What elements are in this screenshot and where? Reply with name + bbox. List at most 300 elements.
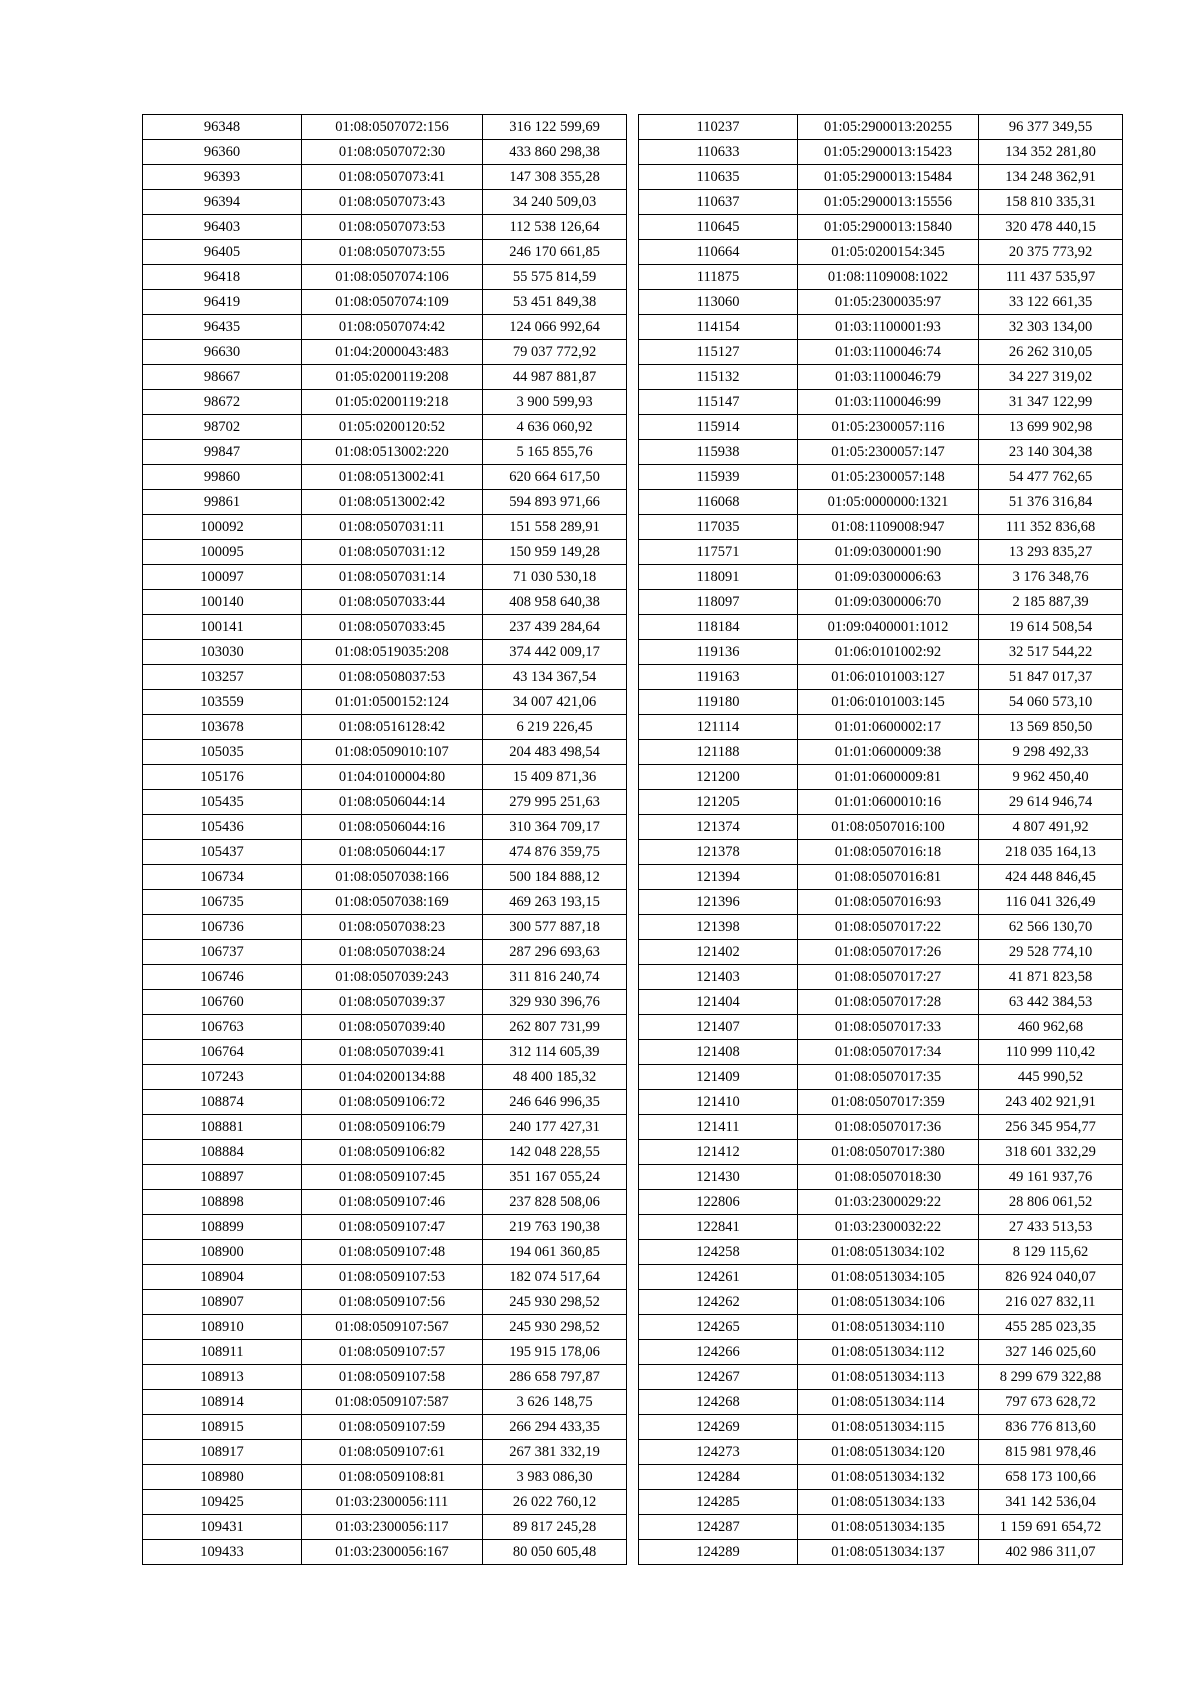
- table-row: [639, 1265, 1123, 1290]
- row-number-cell: 115914: [639, 415, 798, 440]
- row-number-cell: 100097: [143, 565, 302, 590]
- cadastral-number-cell: 01:03:1100001:93: [798, 315, 979, 340]
- table-row: [639, 290, 1123, 315]
- row-number-cell: 110664: [639, 240, 798, 265]
- value-cell: 13 293 835,27: [979, 540, 1123, 565]
- value-cell: 658 173 100,66: [979, 1465, 1123, 1490]
- cadastral-number-cell: 01:08:0507039:37: [302, 990, 483, 1015]
- value-cell: 279 995 251,63: [483, 790, 627, 815]
- cadastral-number-cell: 01:08:0507074:106: [302, 265, 483, 290]
- table-row: [143, 865, 627, 890]
- row-number-cell: 108917: [143, 1440, 302, 1465]
- cadastral-number-cell: 01:03:1100046:79: [798, 365, 979, 390]
- row-number-cell: 121205: [639, 790, 798, 815]
- value-cell: 300 577 887,18: [483, 915, 627, 940]
- cadastral-number-cell: 01:08:0509107:57: [302, 1340, 483, 1365]
- cadastral-number-cell: 01:08:0509107:56: [302, 1290, 483, 1315]
- row-number-cell: 106734: [143, 865, 302, 890]
- cadastral-number-cell: 01:05:2300057:116: [798, 415, 979, 440]
- row-number-cell: 113060: [639, 290, 798, 315]
- value-cell: 311 816 240,74: [483, 965, 627, 990]
- cadastral-number-cell: 01:05:2300057:147: [798, 440, 979, 465]
- cadastral-number-cell: 01:04:0100004:80: [302, 765, 483, 790]
- value-cell: 445 990,52: [979, 1065, 1123, 1090]
- row-number-cell: 106764: [143, 1040, 302, 1065]
- cadastral-number-cell: 01:08:0509106:72: [302, 1090, 483, 1115]
- value-cell: 134 352 281,80: [979, 140, 1123, 165]
- cadastral-number-cell: 01:08:0509106:82: [302, 1140, 483, 1165]
- table-row: [639, 1140, 1123, 1165]
- value-cell: 243 402 921,91: [979, 1090, 1123, 1115]
- cadastral-number-cell: 01:08:0507016:18: [798, 840, 979, 865]
- value-cell: 80 050 605,48: [483, 1540, 627, 1565]
- cadastral-number-cell: 01:08:0507017:36: [798, 1115, 979, 1140]
- value-cell: 262 807 731,99: [483, 1015, 627, 1040]
- value-cell: 219 763 190,38: [483, 1215, 627, 1240]
- table-row: [143, 1240, 627, 1265]
- cadastral-number-cell: 01:08:0509107:587: [302, 1390, 483, 1415]
- row-number-cell: 118097: [639, 590, 798, 615]
- row-number-cell: 106763: [143, 1015, 302, 1040]
- value-cell: 55 575 814,59: [483, 265, 627, 290]
- value-cell: 63 442 384,53: [979, 990, 1123, 1015]
- row-number-cell: 108913: [143, 1365, 302, 1390]
- table-row: [143, 390, 627, 415]
- value-cell: 316 122 599,69: [483, 115, 627, 140]
- value-cell: 500 184 888,12: [483, 865, 627, 890]
- table-row: [143, 765, 627, 790]
- table-row: [639, 740, 1123, 765]
- row-number-cell: 115127: [639, 340, 798, 365]
- table-row: [143, 515, 627, 540]
- value-cell: 142 048 228,55: [483, 1140, 627, 1165]
- table-row: [639, 840, 1123, 865]
- row-number-cell: 105436: [143, 815, 302, 840]
- cadastral-number-cell: 01:01:0500152:124: [302, 690, 483, 715]
- row-number-cell: 96418: [143, 265, 302, 290]
- cadastral-number-cell: 01:04:2000043:483: [302, 340, 483, 365]
- cadastral-number-cell: 01:08:0507017:26: [798, 940, 979, 965]
- row-number-cell: 99847: [143, 440, 302, 465]
- value-cell: 5 165 855,76: [483, 440, 627, 465]
- value-cell: 71 030 530,18: [483, 565, 627, 590]
- table-row: [639, 515, 1123, 540]
- table-row: [143, 115, 627, 140]
- cadastral-number-cell: 01:08:0513002:220: [302, 440, 483, 465]
- value-cell: 408 958 640,38: [483, 590, 627, 615]
- cadastral-number-cell: 01:09:0400001:1012: [798, 615, 979, 640]
- row-number-cell: 108884: [143, 1140, 302, 1165]
- cadastral-number-cell: 01:09:0300006:70: [798, 590, 979, 615]
- cadastral-number-cell: 01:08:0513034:112: [798, 1340, 979, 1365]
- cadastral-number-cell: 01:08:0507072:156: [302, 115, 483, 140]
- cadastral-number-cell: 01:08:0507017:34: [798, 1040, 979, 1065]
- table-row: [143, 140, 627, 165]
- cadastral-number-cell: 01:08:0509107:46: [302, 1190, 483, 1215]
- row-number-cell: 105176: [143, 765, 302, 790]
- value-cell: 51 847 017,37: [979, 665, 1123, 690]
- table-row: [143, 1365, 627, 1390]
- row-number-cell: 114154: [639, 315, 798, 340]
- row-number-cell: 117035: [639, 515, 798, 540]
- value-cell: 3 176 348,76: [979, 565, 1123, 590]
- value-cell: 424 448 846,45: [979, 865, 1123, 890]
- cadastral-number-cell: 01:08:0507038:23: [302, 915, 483, 940]
- value-cell: 320 478 440,15: [979, 215, 1123, 240]
- row-number-cell: 110645: [639, 215, 798, 240]
- cadastral-number-cell: 01:08:0507073:41: [302, 165, 483, 190]
- table-row: [143, 1340, 627, 1365]
- row-number-cell: 105437: [143, 840, 302, 865]
- value-cell: 266 294 433,35: [483, 1415, 627, 1440]
- value-cell: 194 061 360,85: [483, 1240, 627, 1265]
- value-cell: 267 381 332,19: [483, 1440, 627, 1465]
- value-cell: 13 699 902,98: [979, 415, 1123, 440]
- cadastral-number-cell: 01:08:0509108:81: [302, 1465, 483, 1490]
- row-number-cell: 124284: [639, 1465, 798, 1490]
- cadastral-number-cell: 01:04:0200134:88: [302, 1065, 483, 1090]
- cadastral-number-cell: 01:08:0513034:132: [798, 1465, 979, 1490]
- cadastral-number-cell: 01:08:0507073:55: [302, 240, 483, 265]
- row-number-cell: 108898: [143, 1190, 302, 1215]
- value-cell: 23 140 304,38: [979, 440, 1123, 465]
- table-row: [143, 665, 627, 690]
- row-number-cell: 121114: [639, 715, 798, 740]
- table-row: [143, 1065, 627, 1090]
- row-number-cell: 121396: [639, 890, 798, 915]
- cadastral-number-cell: 01:08:0507017:27: [798, 965, 979, 990]
- table-row: [639, 640, 1123, 665]
- cadastral-number-cell: 01:08:0507016:93: [798, 890, 979, 915]
- right-data-table: [638, 114, 1123, 1565]
- cadastral-number-cell: 01:08:0509107:48: [302, 1240, 483, 1265]
- row-number-cell: 108910: [143, 1315, 302, 1340]
- table-row: [639, 765, 1123, 790]
- table-row: [143, 1290, 627, 1315]
- value-cell: 44 987 881,87: [483, 365, 627, 390]
- table-row: [639, 1015, 1123, 1040]
- row-number-cell: 96403: [143, 215, 302, 240]
- row-number-cell: 119136: [639, 640, 798, 665]
- table-row: [639, 940, 1123, 965]
- cadastral-number-cell: 01:08:0507072:30: [302, 140, 483, 165]
- row-number-cell: 121407: [639, 1015, 798, 1040]
- row-number-cell: 121430: [639, 1165, 798, 1190]
- table-row: [639, 365, 1123, 390]
- row-number-cell: 122806: [639, 1190, 798, 1215]
- value-cell: 256 345 954,77: [979, 1115, 1123, 1140]
- table-row: [143, 990, 627, 1015]
- table-row: [639, 490, 1123, 515]
- table-row: [143, 415, 627, 440]
- value-cell: 51 376 316,84: [979, 490, 1123, 515]
- cadastral-number-cell: 01:08:0507038:166: [302, 865, 483, 890]
- table-row: [143, 1490, 627, 1515]
- value-cell: 53 451 849,38: [483, 290, 627, 315]
- cadastral-number-cell: 01:08:0509107:45: [302, 1165, 483, 1190]
- row-number-cell: 121412: [639, 1140, 798, 1165]
- value-cell: 374 442 009,17: [483, 640, 627, 665]
- cadastral-number-cell: 01:01:0600010:16: [798, 790, 979, 815]
- value-cell: 89 817 245,28: [483, 1515, 627, 1540]
- value-cell: 195 915 178,06: [483, 1340, 627, 1365]
- cadastral-number-cell: 01:08:0509010:107: [302, 740, 483, 765]
- cadastral-number-cell: 01:08:0507031:14: [302, 565, 483, 590]
- table-row: [639, 1515, 1123, 1540]
- value-cell: 797 673 628,72: [979, 1390, 1123, 1415]
- value-cell: 8 299 679 322,88: [979, 1365, 1123, 1390]
- row-number-cell: 124287: [639, 1515, 798, 1540]
- row-number-cell: 115939: [639, 465, 798, 490]
- cadastral-number-cell: 01:03:2300029:22: [798, 1190, 979, 1215]
- cadastral-number-cell: 01:08:0513034:113: [798, 1365, 979, 1390]
- row-number-cell: 103559: [143, 690, 302, 715]
- value-cell: 204 483 498,54: [483, 740, 627, 765]
- value-cell: 310 364 709,17: [483, 815, 627, 840]
- table-row: [639, 965, 1123, 990]
- cadastral-number-cell: 01:08:0513034:106: [798, 1290, 979, 1315]
- row-number-cell: 121394: [639, 865, 798, 890]
- cadastral-number-cell: 01:03:2300056:111: [302, 1490, 483, 1515]
- value-cell: 41 871 823,58: [979, 965, 1123, 990]
- cadastral-number-cell: 01:08:0513034:120: [798, 1440, 979, 1465]
- cadastral-number-cell: 01:08:0507033:45: [302, 615, 483, 640]
- row-number-cell: 121410: [639, 1090, 798, 1115]
- table-row: [143, 690, 627, 715]
- table-row: [143, 790, 627, 815]
- table-row: [639, 440, 1123, 465]
- value-cell: 62 566 130,70: [979, 915, 1123, 940]
- value-cell: 32 303 134,00: [979, 315, 1123, 340]
- table-row: [639, 715, 1123, 740]
- row-number-cell: 100095: [143, 540, 302, 565]
- value-cell: 240 177 427,31: [483, 1115, 627, 1140]
- cadastral-number-cell: 01:01:0600009:81: [798, 765, 979, 790]
- value-cell: 8 129 115,62: [979, 1240, 1123, 1265]
- value-cell: 27 433 513,53: [979, 1215, 1123, 1240]
- table-row: [639, 1365, 1123, 1390]
- value-cell: 54 477 762,65: [979, 465, 1123, 490]
- value-cell: 34 240 509,03: [483, 190, 627, 215]
- table-row: [639, 465, 1123, 490]
- cadastral-number-cell: 01:08:0509107:567: [302, 1315, 483, 1340]
- table-row: [639, 1390, 1123, 1415]
- value-cell: 826 924 040,07: [979, 1265, 1123, 1290]
- table-row: [143, 165, 627, 190]
- table-row: [143, 815, 627, 840]
- value-cell: 318 601 332,29: [979, 1140, 1123, 1165]
- row-number-cell: 124267: [639, 1365, 798, 1390]
- value-cell: 9 298 492,33: [979, 740, 1123, 765]
- value-cell: 6 219 226,45: [483, 715, 627, 740]
- cadastral-number-cell: 01:03:2300032:22: [798, 1215, 979, 1240]
- value-cell: 815 981 978,46: [979, 1440, 1123, 1465]
- table-row: [143, 590, 627, 615]
- row-number-cell: 108899: [143, 1215, 302, 1240]
- row-number-cell: 96394: [143, 190, 302, 215]
- cadastral-number-cell: 01:08:0507039:40: [302, 1015, 483, 1040]
- row-number-cell: 124269: [639, 1415, 798, 1440]
- value-cell: 28 806 061,52: [979, 1190, 1123, 1215]
- table-row: [143, 465, 627, 490]
- table-row: [639, 790, 1123, 815]
- cadastral-number-cell: 01:08:0513002:41: [302, 465, 483, 490]
- cadastral-number-cell: 01:08:0513034:135: [798, 1515, 979, 1540]
- table-row: [639, 415, 1123, 440]
- value-cell: 182 074 517,64: [483, 1265, 627, 1290]
- value-cell: 20 375 773,92: [979, 240, 1123, 265]
- value-cell: 246 646 996,35: [483, 1090, 627, 1115]
- row-number-cell: 99861: [143, 490, 302, 515]
- table-row: [143, 640, 627, 665]
- row-number-cell: 117571: [639, 540, 798, 565]
- value-cell: 150 959 149,28: [483, 540, 627, 565]
- value-cell: 111 352 836,68: [979, 515, 1123, 540]
- value-cell: 48 400 185,32: [483, 1065, 627, 1090]
- row-number-cell: 124289: [639, 1540, 798, 1565]
- table-row: [143, 740, 627, 765]
- value-cell: 286 658 797,87: [483, 1365, 627, 1390]
- table-row: [639, 215, 1123, 240]
- value-cell: 287 296 693,63: [483, 940, 627, 965]
- value-cell: 43 134 367,54: [483, 665, 627, 690]
- row-number-cell: 121404: [639, 990, 798, 1015]
- cadastral-number-cell: 01:08:0507017:35: [798, 1065, 979, 1090]
- row-number-cell: 99860: [143, 465, 302, 490]
- row-number-cell: 108881: [143, 1115, 302, 1140]
- cadastral-number-cell: 01:08:0513002:42: [302, 490, 483, 515]
- cadastral-number-cell: 01:08:0519035:208: [302, 640, 483, 665]
- table-row: [143, 540, 627, 565]
- cadastral-number-cell: 01:08:0506044:16: [302, 815, 483, 840]
- row-number-cell: 108897: [143, 1165, 302, 1190]
- row-number-cell: 119180: [639, 690, 798, 715]
- table-row: [143, 1015, 627, 1040]
- value-cell: 216 027 832,11: [979, 1290, 1123, 1315]
- row-number-cell: 121409: [639, 1065, 798, 1090]
- cadastral-number-cell: 01:05:2900013:15484: [798, 165, 979, 190]
- cadastral-number-cell: 01:08:0513034:105: [798, 1265, 979, 1290]
- table-row: [639, 265, 1123, 290]
- cadastral-number-cell: 01:08:0513034:102: [798, 1240, 979, 1265]
- cadastral-number-cell: 01:08:0513034:114: [798, 1390, 979, 1415]
- table-row: [639, 1040, 1123, 1065]
- row-number-cell: 108904: [143, 1265, 302, 1290]
- table-row: [143, 340, 627, 365]
- table-row: [639, 565, 1123, 590]
- cadastral-number-cell: 01:08:0507039:41: [302, 1040, 483, 1065]
- row-number-cell: 96360: [143, 140, 302, 165]
- table-row: [639, 1340, 1123, 1365]
- cadastral-number-cell: 01:08:0516128:42: [302, 715, 483, 740]
- table-row: [143, 1190, 627, 1215]
- value-cell: 402 986 311,07: [979, 1540, 1123, 1565]
- table-row: [639, 540, 1123, 565]
- row-number-cell: 106736: [143, 915, 302, 940]
- value-cell: 158 810 335,31: [979, 190, 1123, 215]
- row-number-cell: 106737: [143, 940, 302, 965]
- cadastral-number-cell: 01:08:0507017:359: [798, 1090, 979, 1115]
- row-number-cell: 124258: [639, 1240, 798, 1265]
- value-cell: 3 626 148,75: [483, 1390, 627, 1415]
- row-number-cell: 103257: [143, 665, 302, 690]
- row-number-cell: 109425: [143, 1490, 302, 1515]
- row-number-cell: 121378: [639, 840, 798, 865]
- table-row: [639, 1540, 1123, 1565]
- row-number-cell: 98667: [143, 365, 302, 390]
- right-table-body: [639, 115, 1123, 1565]
- table-row: [143, 440, 627, 465]
- cadastral-number-cell: 01:08:0508037:53: [302, 665, 483, 690]
- cadastral-number-cell: 01:08:0507074:42: [302, 315, 483, 340]
- value-cell: 34 227 319,02: [979, 365, 1123, 390]
- value-cell: 29 528 774,10: [979, 940, 1123, 965]
- cadastral-number-cell: 01:08:0507038:24: [302, 940, 483, 965]
- row-number-cell: 121188: [639, 740, 798, 765]
- row-number-cell: 103030: [143, 640, 302, 665]
- table-row: [143, 190, 627, 215]
- row-number-cell: 110637: [639, 190, 798, 215]
- table-row: [639, 1215, 1123, 1240]
- value-cell: 351 167 055,24: [483, 1165, 627, 1190]
- table-row: [639, 665, 1123, 690]
- value-cell: 594 893 971,66: [483, 490, 627, 515]
- cadastral-number-cell: 01:08:0507039:243: [302, 965, 483, 990]
- table-row: [639, 1315, 1123, 1340]
- cadastral-number-cell: 01:08:0509107:53: [302, 1265, 483, 1290]
- cadastral-number-cell: 01:08:0507031:11: [302, 515, 483, 540]
- row-number-cell: 107243: [143, 1065, 302, 1090]
- value-cell: 246 170 661,85: [483, 240, 627, 265]
- table-row: [639, 1440, 1123, 1465]
- table-row: [143, 290, 627, 315]
- table-row: [143, 965, 627, 990]
- value-cell: 836 776 813,60: [979, 1415, 1123, 1440]
- table-row: [639, 1290, 1123, 1315]
- cadastral-number-cell: 01:05:2900013:15423: [798, 140, 979, 165]
- table-row: [639, 115, 1123, 140]
- value-cell: 31 347 122,99: [979, 390, 1123, 415]
- value-cell: 112 538 126,64: [483, 215, 627, 240]
- value-cell: 151 558 289,91: [483, 515, 627, 540]
- row-number-cell: 106735: [143, 890, 302, 915]
- table-row: [639, 190, 1123, 215]
- table-row: [639, 590, 1123, 615]
- row-number-cell: 121411: [639, 1115, 798, 1140]
- table-row: [639, 240, 1123, 265]
- cadastral-number-cell: 01:08:0507018:30: [798, 1165, 979, 1190]
- value-cell: 96 377 349,55: [979, 115, 1123, 140]
- cadastral-number-cell: 01:05:0000000:1321: [798, 490, 979, 515]
- row-number-cell: 96630: [143, 340, 302, 365]
- table-row: [143, 890, 627, 915]
- row-number-cell: 121403: [639, 965, 798, 990]
- table-row: [143, 1515, 627, 1540]
- row-number-cell: 110237: [639, 115, 798, 140]
- value-cell: 26 022 760,12: [483, 1490, 627, 1515]
- cadastral-number-cell: 01:05:2300035:97: [798, 290, 979, 315]
- row-number-cell: 124265: [639, 1315, 798, 1340]
- table-row: [639, 1490, 1123, 1515]
- cadastral-number-cell: 01:01:0600002:17: [798, 715, 979, 740]
- table-row: [143, 840, 627, 865]
- row-number-cell: 124268: [639, 1390, 798, 1415]
- row-number-cell: 109431: [143, 1515, 302, 1540]
- row-number-cell: 96348: [143, 115, 302, 140]
- cadastral-number-cell: 01:05:2900013:20255: [798, 115, 979, 140]
- value-cell: 460 962,68: [979, 1015, 1123, 1040]
- table-row: [639, 1465, 1123, 1490]
